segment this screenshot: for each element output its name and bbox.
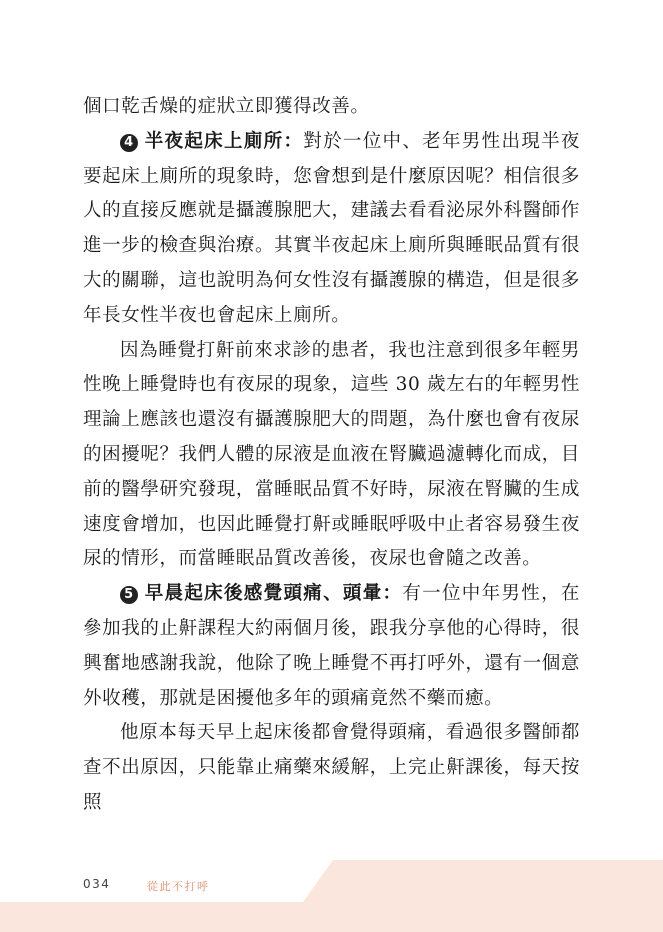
footer-band [0,902,663,932]
section-heading-night-urination: 半夜起床上廁所： [144,130,304,152]
page-number: 034 [83,877,111,891]
paragraph-2-text: 對於一位中、老年男性出現半夜要起床上廁所的現象時，您會想到是什麼原因呢？相信很多人的直接反應就是攝護腺肥大，建議去看看泌尿外科醫師作進一步的檢查與治療。其實半夜起床上廁所與睡眠品質有很大的關聯，這也說明為何女性沒有攝護腺的構造，但是很多年長女性半夜也會起床上廁所。 [83,130,580,326]
paragraph-5: 他原本每天早上起床後都會覺得頭痛，看過很多醫師都查不出原因，只能靠止痛藥來緩解，上完止鼾課後，每天按照 [83,722,580,813]
paragraph-4 [83,577,580,716]
paragraph-3: 因為睡覺打鼾前來求診的患者，我也注意到很多年輕男性晚上睡覺時也有夜尿的現象，這些 30 歲左右的年輕男性理論上應該也還沒有攝護腺肥大的問題，為什麼也會有夜尿的困擾呢？我們人體的尿液是血液在腎臟過濾轉化而成，目前的醫學研究發現，當睡眠品質不好時，尿液在腎臟的生成速度會增加，也因此睡覺打鼾或睡眠呼吸中止者容易發生夜尿的情形，而當睡眠品質改善後，夜尿也會隨之改善。 [83,339,580,570]
paragraph-1: 個口乾舌燥的症狀立即獲得改善。 [83,96,370,117]
number-5-badge: 5 [120,586,138,604]
footer-tab-shape [303,860,663,902]
running-book-title: 從此不打呼 [147,880,210,893]
paragraph-2 [83,125,580,334]
section-heading-morning-headache: 早晨起床後感覺頭痛、頭暈： [144,583,403,605]
number-4-badge: 4 [120,134,138,152]
page-body [83,90,580,821]
paragraph-4-text: 有一位中年男性，在參加我的止鼾課程大約兩個月後，跟我分享他的心得時，很興奮地感謝我說，他除了晚上睡覺不再打呼外，還有一個意外收穫，那就是困擾他多年的頭痛竟然不藥而癒。 [83,583,580,709]
